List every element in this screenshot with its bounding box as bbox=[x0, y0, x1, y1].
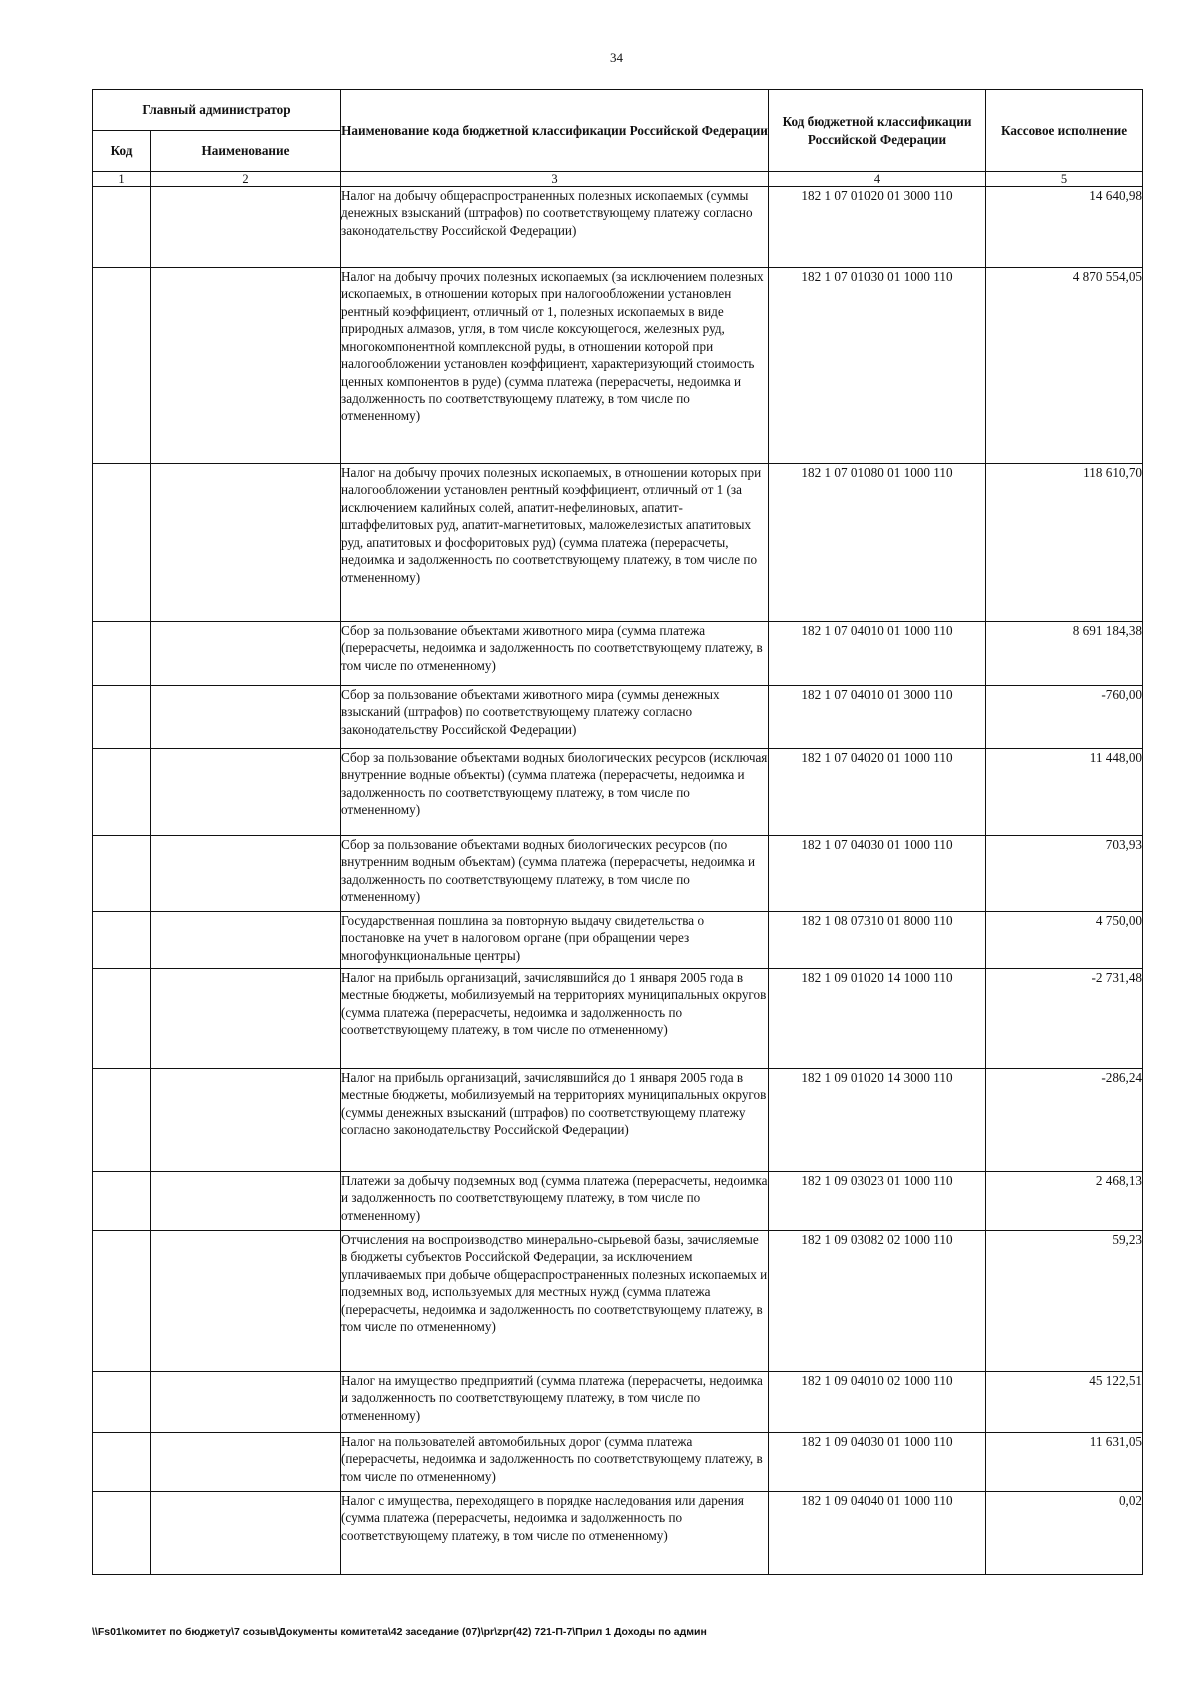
kbk-code-cell: 182 1 07 04010 01 3000 110 bbox=[769, 686, 986, 749]
table-row bbox=[93, 622, 1143, 686]
kbk-name-cell: Налог на прибыль организаций, зачислявшийся до 1 января 2005 года в местные бюджеты, мобилизуемый на территориях муниципальных округов (суммы денежных взысканий (штрафов) по соответствующему платежу согласно законодательству Российской Федерации) bbox=[341, 1069, 769, 1172]
kbk-code-cell: 182 1 07 01020 01 3000 110 bbox=[769, 187, 986, 268]
admin-name-cell bbox=[151, 1231, 341, 1372]
admin-name-cell bbox=[151, 268, 341, 464]
kbk-code-cell: 182 1 07 04010 01 1000 110 bbox=[769, 622, 986, 686]
kbk-name-cell: Сбор за пользование объектами водных биологических ресурсов (исключая внутренние водные объекты) (сумма платежа (перерасчеты, недоимка и задолженность по соответствующему платежу, в том числе по отмененному) bbox=[341, 749, 769, 836]
amount-cell: 0,02 bbox=[986, 1492, 1143, 1575]
table-row bbox=[93, 268, 1143, 464]
admin-code-cell bbox=[93, 1372, 151, 1433]
header-code: Код bbox=[93, 131, 151, 172]
admin-name-cell bbox=[151, 622, 341, 686]
column-number: 5 bbox=[986, 172, 1143, 187]
kbk-name-cell: Налог с имущества, переходящего в порядке наследования или дарения (сумма платежа (перерасчеты, недоимка и задолженность по соответствующему платежу, в том числе по отмененному) bbox=[341, 1492, 769, 1575]
kbk-name-cell: Налог на прибыль организаций, зачислявшийся до 1 января 2005 года в местные бюджеты, мобилизуемый на территориях муниципальных округов (сумма платежа (перерасчеты, недоимка и задолженность по соответствующему платежу, в том числе по отмененному) bbox=[341, 969, 769, 1069]
admin-name-cell bbox=[151, 1433, 341, 1492]
amount-cell: -2 731,48 bbox=[986, 969, 1143, 1069]
table-row bbox=[93, 969, 1143, 1069]
kbk-code-cell: 182 1 07 04030 01 1000 110 bbox=[769, 836, 986, 912]
admin-code-cell bbox=[93, 969, 151, 1069]
kbk-code-cell: 182 1 09 04010 02 1000 110 bbox=[769, 1372, 986, 1433]
table-row bbox=[93, 749, 1143, 836]
amount-cell: 4 750,00 bbox=[986, 912, 1143, 969]
amount-cell: -286,24 bbox=[986, 1069, 1143, 1172]
kbk-name-cell: Сбор за пользование объектами водных биологических ресурсов (по внутренним водным объектам) (сумма платежа (перерасчеты, недоимка и задолженность по соответствующему платежу, в том числе по отмененному) bbox=[341, 836, 769, 912]
kbk-code-cell: 182 1 09 03082 02 1000 110 bbox=[769, 1231, 986, 1372]
admin-code-cell bbox=[93, 1231, 151, 1372]
admin-code-cell bbox=[93, 912, 151, 969]
column-number: 1 bbox=[93, 172, 151, 187]
header-kbk-name: Наименование кода бюджетной классификации Российской Федерации bbox=[341, 90, 769, 172]
table-row bbox=[93, 1492, 1143, 1575]
kbk-name-cell: Налог на добычу общераспространенных полезных ископаемых (суммы денежных взысканий (штрафов) по соответствующему платежу согласно законодательству Российской Федерации) bbox=[341, 187, 769, 268]
header-execution: Кассовое исполнение bbox=[986, 90, 1143, 172]
table-row bbox=[93, 464, 1143, 622]
kbk-name-cell: Платежи за добычу подземных вод (сумма платежа (перерасчеты, недоимка и задолженность по соответствующему платежу, в том числе по отмененному) bbox=[341, 1172, 769, 1231]
admin-name-cell bbox=[151, 464, 341, 622]
admin-code-cell bbox=[93, 1433, 151, 1492]
table-row bbox=[93, 1433, 1143, 1492]
table-row bbox=[93, 686, 1143, 749]
header-main-admin: Главный администратор bbox=[93, 90, 341, 131]
table-row bbox=[93, 1172, 1143, 1231]
amount-cell: 703,93 bbox=[986, 836, 1143, 912]
kbk-code-cell: 182 1 09 04040 01 1000 110 bbox=[769, 1492, 986, 1575]
header-name: Наименование bbox=[151, 131, 341, 172]
admin-name-cell bbox=[151, 749, 341, 836]
admin-code-cell bbox=[93, 1069, 151, 1172]
budget-table bbox=[92, 89, 1143, 1575]
admin-code-cell bbox=[93, 464, 151, 622]
amount-cell: 8 691 184,38 bbox=[986, 622, 1143, 686]
footer-file-path: \\Fs01\комитет по бюджету\7 созыв\Документы комитета\42 заседание (07)\pr\zpr(42) 721-П-7\Прил 1 Доходы по админ bbox=[92, 1626, 707, 1638]
amount-cell: 118 610,70 bbox=[986, 464, 1143, 622]
column-number: 3 bbox=[341, 172, 769, 187]
kbk-code-cell: 182 1 09 01020 14 1000 110 bbox=[769, 969, 986, 1069]
amount-cell: 14 640,98 bbox=[986, 187, 1143, 268]
admin-code-cell bbox=[93, 268, 151, 464]
amount-cell: 2 468,13 bbox=[986, 1172, 1143, 1231]
admin-code-cell bbox=[93, 686, 151, 749]
page-number: 34 bbox=[610, 50, 623, 65]
kbk-name-cell: Налог на добычу прочих полезных ископаемых (за исключением полезных ископаемых, в отношении которых при налогообложении установлен рентный коэффициент, отличный от 1, полезных ископаемых в виде природных алмазов, угля, в том числе коксующегося, железных руд, многокомпонентной комплексной руды, в отношении которой при налогообложении установлен коэффициент, характеризующий стоимость ценных компонентов в руде) (сумма платежа (перерасчеты, недоимка и задолженность по соответствующему платежу, в том числе по отмененному) bbox=[341, 268, 769, 464]
table-row bbox=[93, 187, 1143, 268]
table-row bbox=[93, 1231, 1143, 1372]
header-kbk-code: Код бюджетной классификации Российской Федерации bbox=[769, 90, 986, 172]
amount-cell: 45 122,51 bbox=[986, 1372, 1143, 1433]
kbk-name-cell: Налог на добычу прочих полезных ископаемых, в отношении которых при налогообложении установлен рентный коэффициент, отличный от 1 (за исключением калийных солей, апатит-нефелиновых, апатит-штаффелитовых руд, апатит-магнетитовых, маложелезистых апатитовых руд, апатитовых и фосфоритовых руд) (сумма платежа (перерасчеты, недоимка и задолженность по соответствующему платежу, в том числе по отмененному) bbox=[341, 464, 769, 622]
table-row bbox=[93, 912, 1143, 969]
kbk-code-cell: 182 1 09 04030 01 1000 110 bbox=[769, 1433, 986, 1492]
admin-name-cell bbox=[151, 836, 341, 912]
admin-code-cell bbox=[93, 836, 151, 912]
amount-cell: 11 448,00 bbox=[986, 749, 1143, 836]
kbk-code-cell: 182 1 09 01020 14 3000 110 bbox=[769, 1069, 986, 1172]
admin-name-cell bbox=[151, 686, 341, 749]
admin-name-cell bbox=[151, 1172, 341, 1231]
kbk-name-cell: Отчисления на воспроизводство минерально-сырьевой базы, зачисляемые в бюджеты субъектов Российской Федерации, за исключением уплачиваемых при добыче общераспространенных полезных ископаемых и подземных вод, используемых для местных нужд (сумма платежа (перерасчеты, недоимка и задолженность по соответствующему платежу, в том числе по отмененному) bbox=[341, 1231, 769, 1372]
kbk-code-cell: 182 1 09 03023 01 1000 110 bbox=[769, 1172, 986, 1231]
kbk-name-cell: Налог на пользователей автомобильных дорог (сумма платежа (перерасчеты, недоимка и задолженность по соответствующему платежу, в том числе по отмененному) bbox=[341, 1433, 769, 1492]
amount-cell: 4 870 554,05 bbox=[986, 268, 1143, 464]
kbk-code-cell: 182 1 07 01030 01 1000 110 bbox=[769, 268, 986, 464]
kbk-name-cell: Налог на имущество предприятий (сумма платежа (перерасчеты, недоимка и задолженность по соответствующему платежу, в том числе по отмененному) bbox=[341, 1372, 769, 1433]
kbk-code-cell: 182 1 07 01080 01 1000 110 bbox=[769, 464, 986, 622]
kbk-name-cell: Государственная пошлина за повторную выдачу свидетельства о постановке на учет в налоговом органе (при обращении через многофункциональные центры) bbox=[341, 912, 769, 969]
admin-name-cell bbox=[151, 912, 341, 969]
admin-code-cell bbox=[93, 1492, 151, 1575]
admin-name-cell bbox=[151, 1372, 341, 1433]
table-row bbox=[93, 1372, 1143, 1433]
admin-code-cell bbox=[93, 622, 151, 686]
column-number-row bbox=[93, 172, 1143, 187]
column-number: 2 bbox=[151, 172, 341, 187]
admin-name-cell bbox=[151, 969, 341, 1069]
table-row bbox=[93, 1069, 1143, 1172]
admin-name-cell bbox=[151, 1492, 341, 1575]
admin-code-cell bbox=[93, 749, 151, 836]
kbk-name-cell: Сбор за пользование объектами животного мира (сумма платежа (перерасчеты, недоимка и задолженность по соответствующему платежу, в том числе по отмененному) bbox=[341, 622, 769, 686]
kbk-name-cell: Сбор за пользование объектами животного мира (суммы денежных взысканий (штрафов) по соответствующему платежу согласно законодательству Российской Федерации) bbox=[341, 686, 769, 749]
kbk-code-cell: 182 1 08 07310 01 8000 110 bbox=[769, 912, 986, 969]
table-row bbox=[93, 836, 1143, 912]
amount-cell: 11 631,05 bbox=[986, 1433, 1143, 1492]
column-number: 4 bbox=[769, 172, 986, 187]
admin-code-cell bbox=[93, 1172, 151, 1231]
admin-name-cell bbox=[151, 1069, 341, 1172]
amount-cell: -760,00 bbox=[986, 686, 1143, 749]
amount-cell: 59,23 bbox=[986, 1231, 1143, 1372]
admin-code-cell bbox=[93, 187, 151, 268]
admin-name-cell bbox=[151, 187, 341, 268]
kbk-code-cell: 182 1 07 04020 01 1000 110 bbox=[769, 749, 986, 836]
